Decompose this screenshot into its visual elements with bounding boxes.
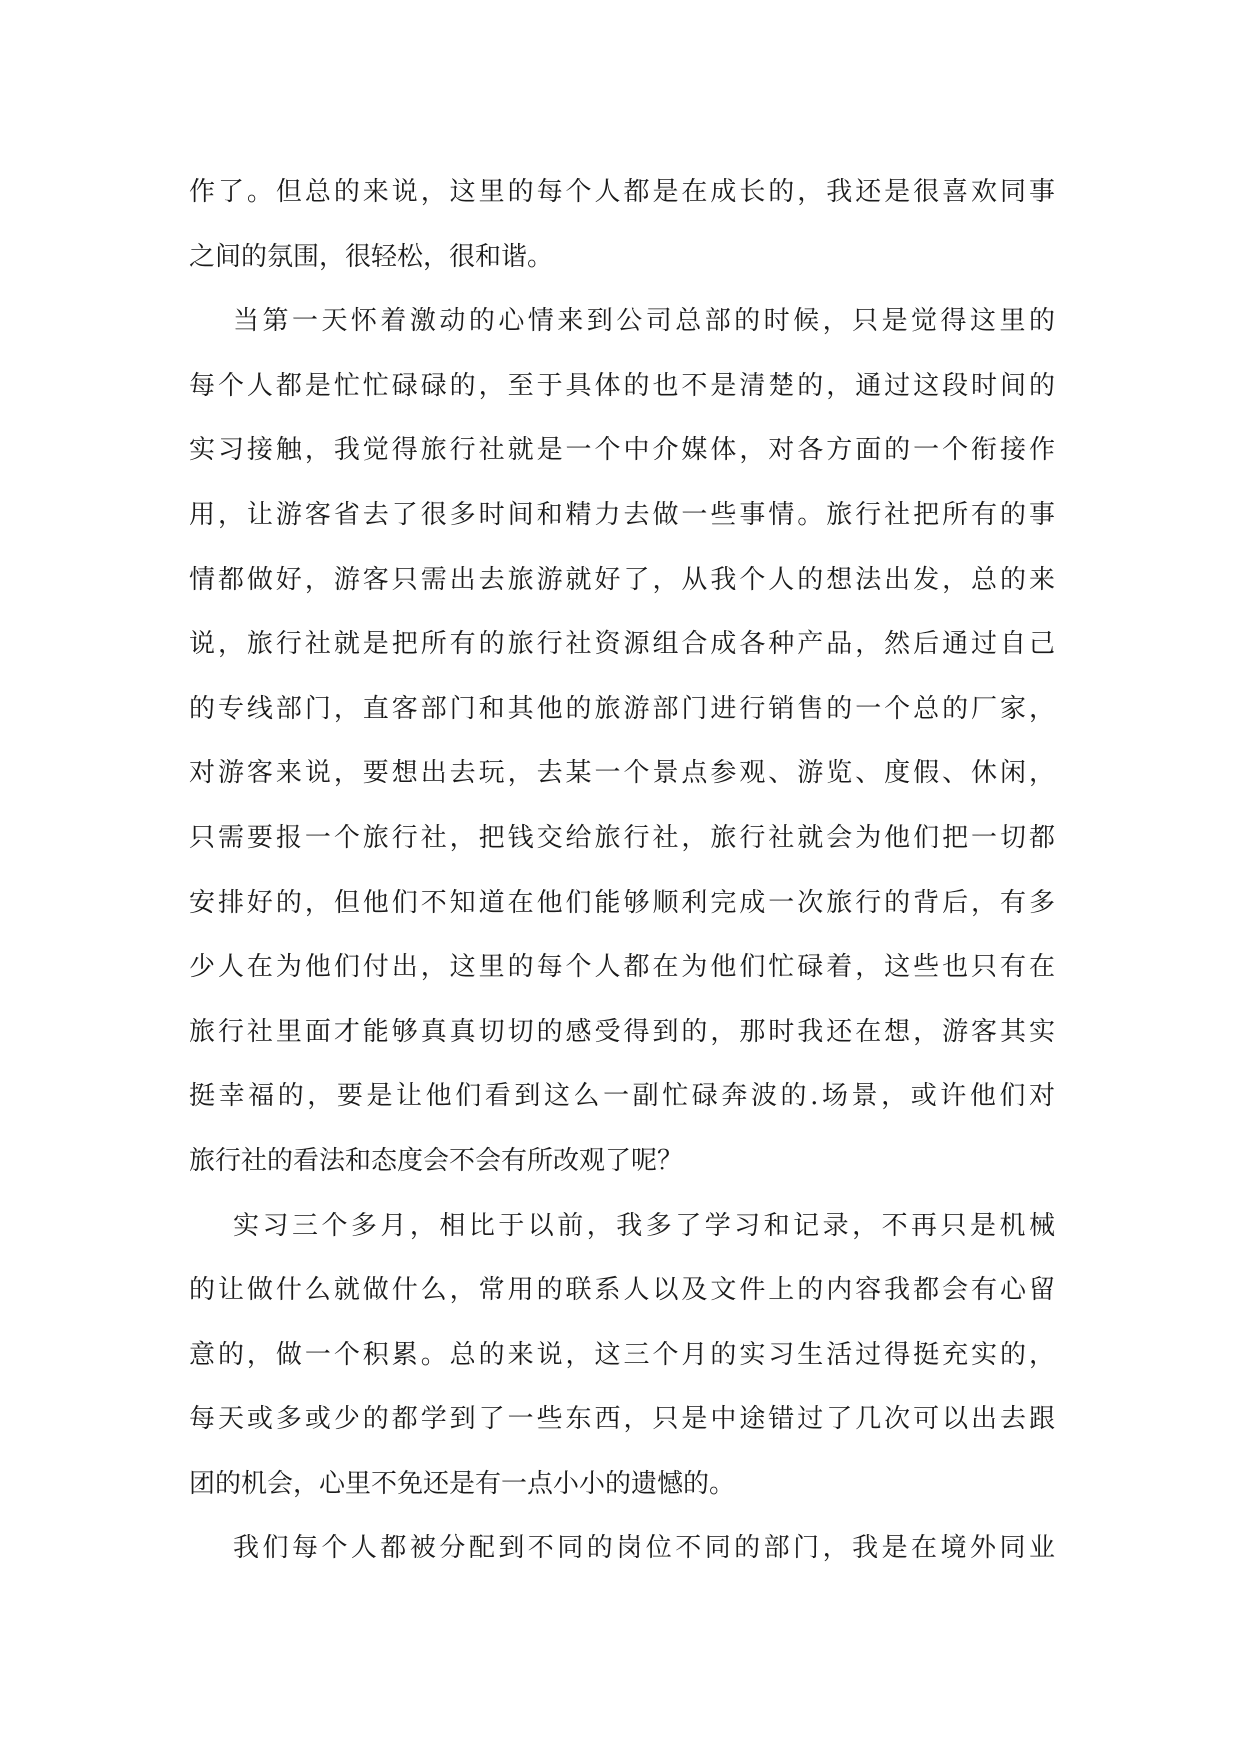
text-line: 旅行社里面才能够真真切切的感受得到的，那时我还在想，游客其实 [189,1016,1055,1047]
text-line: 实习三个多月，相比于以前，我多了学习和记录，不再只是机械 [233,1210,1055,1241]
text-line: 作了。但总的来说，这里的每个人都是在成长的，我还是很喜欢同事 [189,177,1055,207]
text-line: 每天或多或少的都学到了一些东西，只是中途错过了几次可以出去跟 [189,1404,1055,1435]
text-line: 的专线部门，直客部门和其他的旅游部门进行销售的一个总的厂家， [189,693,1055,724]
text-line: 用，让游客省去了很多时间和精力去做一些事情。旅行社把所有的事 [189,499,1055,530]
text-line: 说，旅行社就是把所有的旅行社资源组合成各种产品，然后通过自己 [189,629,1055,660]
text-line: 意的，做一个积累。总的来说，这三个月的实习生活过得挺充实的， [189,1339,1055,1370]
text-line: 旅行社的看法和态度会不会有所改观了呢？ [189,1145,684,1176]
text-line: 情都做好，游客只需出去旅游就好了，从我个人的想法出发，总的来 [189,564,1055,595]
paragraph-3 [189,1194,1055,1517]
text-line: 之间的氛围，很轻松，很和谐。 [189,241,554,272]
text-line: 安排好的，但他们不知道在他们能够顺利完成一次旅行的背后，有多 [189,887,1055,918]
text-line: 实习接触，我觉得旅行社就是一个中介媒体，对各方面的一个衔接作 [189,435,1055,466]
text-line: 团的机会，心里不免还是有一点小小的遗憾的。 [189,1468,736,1499]
text-line: 我们每个人都被分配到不同的岗位不同的部门，我是在境外同业 [233,1533,1055,1564]
text-line: 的让做什么就做什么，常用的联系人以及文件上的内容我都会有心留 [189,1275,1055,1306]
text-line: 当第一天怀着激动的心情来到公司总部的时候，只是觉得这里的 [233,306,1055,337]
paragraph-2 [189,289,1055,1193]
paragraph-1 [189,160,1055,289]
text-line: 每个人都是忙忙碌碌的，至于具体的也不是清楚的，通过这段时间的 [189,370,1055,401]
document-body [189,160,1055,1581]
text-line: 挺幸福的，要是让他们看到这么一副忙碌奔波的.场景，或许他们对 [189,1081,1055,1112]
text-line: 只需要报一个旅行社，把钱交给旅行社，旅行社就会为他们把一切都 [189,822,1055,853]
paragraph-4 [189,1516,1055,1581]
text-line: 少人在为他们付出，这里的每个人都在为他们忙碌着，这些也只有在 [189,952,1055,983]
text-line: 对游客来说，要想出去玩，去某一个景点参观、游览、度假、休闲， [189,758,1055,789]
